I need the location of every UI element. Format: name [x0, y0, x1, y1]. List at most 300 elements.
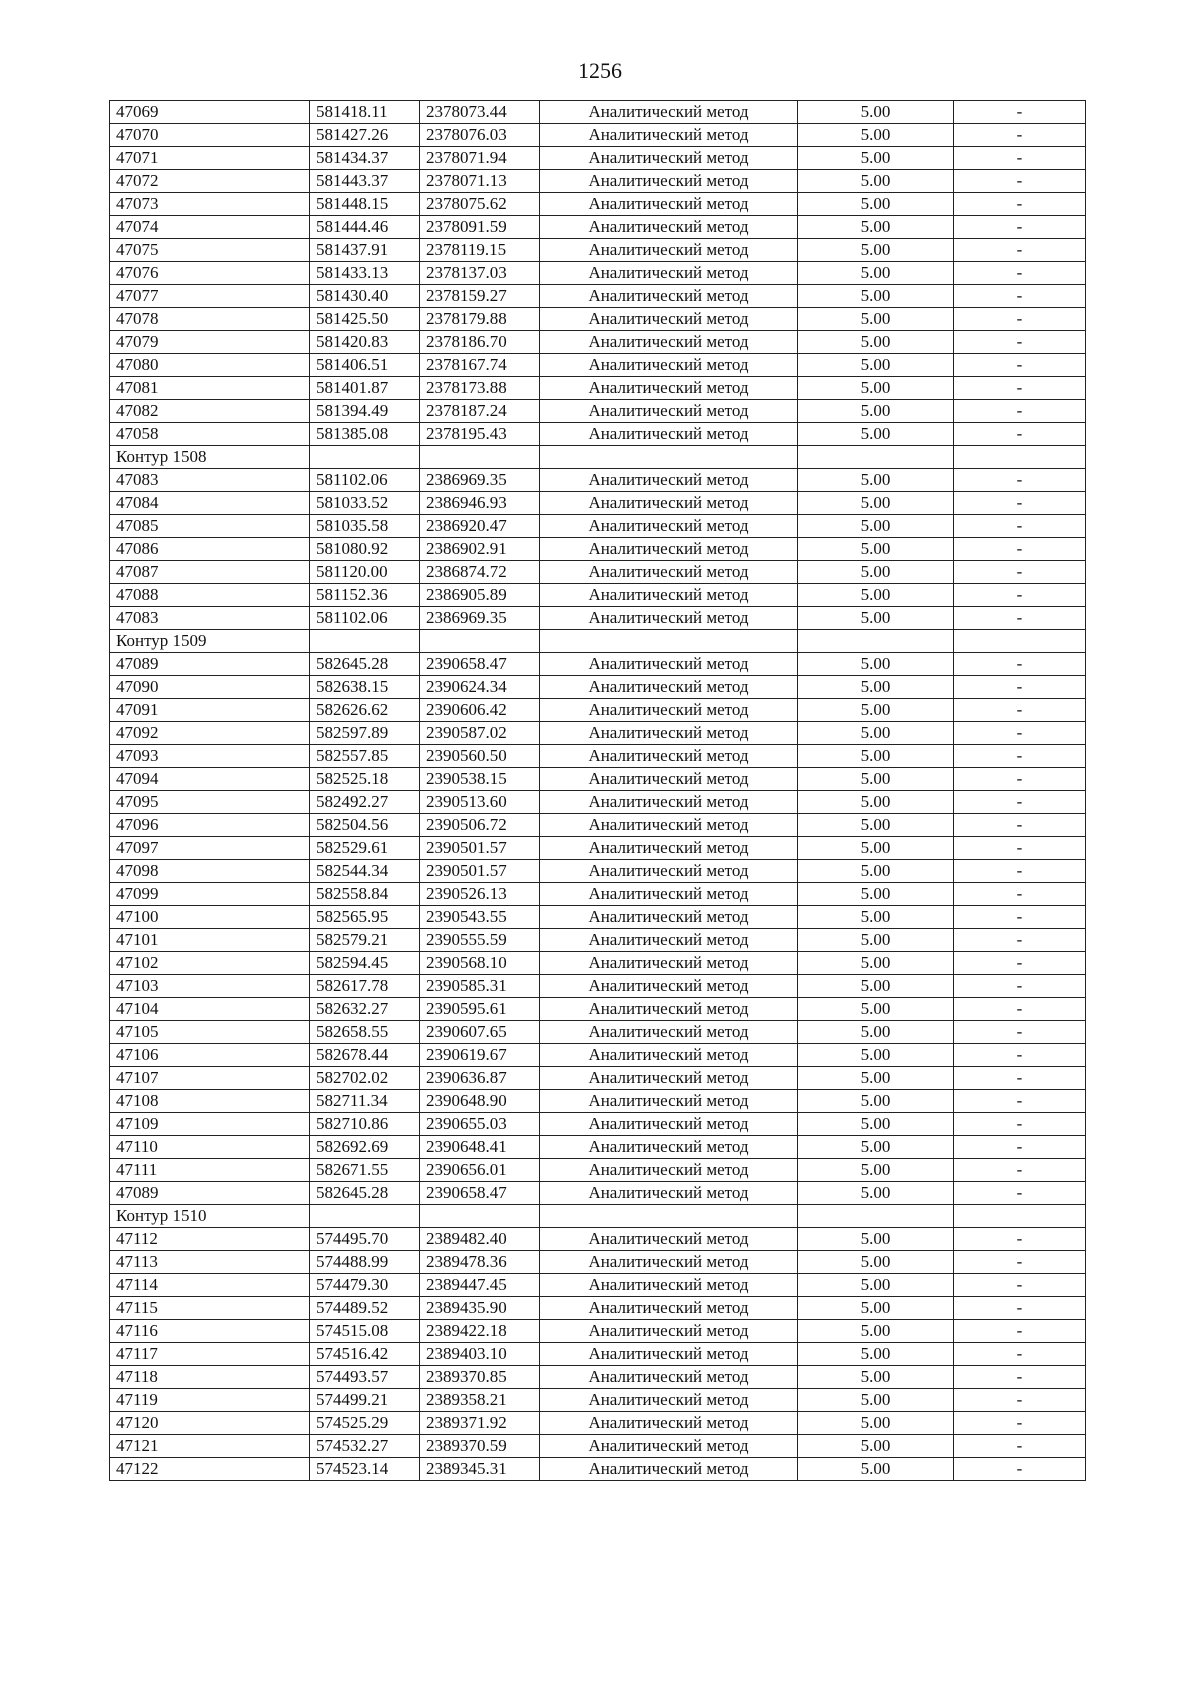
point-id-cell: 47069 — [110, 101, 310, 124]
accuracy-cell: 5.00 — [798, 239, 954, 262]
table-row — [110, 124, 1086, 147]
table-row — [110, 952, 1086, 975]
note-cell: - — [954, 1343, 1086, 1366]
y-coordinate-cell: 2390624.34 — [420, 676, 540, 699]
accuracy-cell: 5.00 — [798, 331, 954, 354]
accuracy-cell: 5.00 — [798, 515, 954, 538]
empty-cell — [798, 1205, 954, 1228]
method-cell: Аналитический метод — [540, 1366, 798, 1389]
empty-cell — [540, 1205, 798, 1228]
table-row — [110, 561, 1086, 584]
y-coordinate-cell: 2390607.65 — [420, 1021, 540, 1044]
empty-cell — [954, 630, 1086, 653]
y-coordinate-cell: 2378167.74 — [420, 354, 540, 377]
x-coordinate-cell: 582626.62 — [310, 699, 420, 722]
x-coordinate-cell: 581437.91 — [310, 239, 420, 262]
y-coordinate-cell: 2390606.42 — [420, 699, 540, 722]
empty-cell — [310, 1205, 420, 1228]
accuracy-cell: 5.00 — [798, 400, 954, 423]
point-id-cell: 47080 — [110, 354, 310, 377]
note-cell: - — [954, 538, 1086, 561]
note-cell: - — [954, 1435, 1086, 1458]
y-coordinate-cell: 2390543.55 — [420, 906, 540, 929]
table-row — [110, 285, 1086, 308]
accuracy-cell: 5.00 — [798, 423, 954, 446]
accuracy-cell: 5.00 — [798, 929, 954, 952]
x-coordinate-cell: 581035.58 — [310, 515, 420, 538]
method-cell: Аналитический метод — [540, 906, 798, 929]
y-coordinate-cell: 2389403.10 — [420, 1343, 540, 1366]
contour-header-row — [110, 1205, 1086, 1228]
x-coordinate-cell: 574525.29 — [310, 1412, 420, 1435]
y-coordinate-cell: 2378159.27 — [420, 285, 540, 308]
table-row — [110, 1090, 1086, 1113]
x-coordinate-cell: 581152.36 — [310, 584, 420, 607]
table-row — [110, 147, 1086, 170]
method-cell: Аналитический метод — [540, 1228, 798, 1251]
method-cell: Аналитический метод — [540, 469, 798, 492]
table-row — [110, 469, 1086, 492]
note-cell: - — [954, 377, 1086, 400]
note-cell: - — [954, 515, 1086, 538]
accuracy-cell: 5.00 — [798, 607, 954, 630]
note-cell: - — [954, 1274, 1086, 1297]
table-row — [110, 538, 1086, 561]
note-cell: - — [954, 860, 1086, 883]
empty-cell — [420, 1205, 540, 1228]
accuracy-cell: 5.00 — [798, 1113, 954, 1136]
y-coordinate-cell: 2386902.91 — [420, 538, 540, 561]
method-cell: Аналитический метод — [540, 860, 798, 883]
point-id-cell: 47089 — [110, 653, 310, 676]
accuracy-cell: 5.00 — [798, 1228, 954, 1251]
table-row — [110, 653, 1086, 676]
method-cell: Аналитический метод — [540, 1320, 798, 1343]
note-cell: - — [954, 998, 1086, 1021]
x-coordinate-cell: 582594.45 — [310, 952, 420, 975]
x-coordinate-cell: 581102.06 — [310, 607, 420, 630]
method-cell: Аналитический метод — [540, 262, 798, 285]
accuracy-cell: 5.00 — [798, 975, 954, 998]
note-cell: - — [954, 768, 1086, 791]
accuracy-cell: 5.00 — [798, 147, 954, 170]
x-coordinate-cell: 582558.84 — [310, 883, 420, 906]
accuracy-cell: 5.00 — [798, 814, 954, 837]
y-coordinate-cell: 2390506.72 — [420, 814, 540, 837]
coordinates-sheet — [109, 100, 1085, 1481]
y-coordinate-cell: 2386969.35 — [420, 607, 540, 630]
x-coordinate-cell: 582544.34 — [310, 860, 420, 883]
page-number: 1256 — [578, 58, 622, 83]
x-coordinate-cell: 581102.06 — [310, 469, 420, 492]
note-cell: - — [954, 1021, 1086, 1044]
point-id-cell: 47119 — [110, 1389, 310, 1412]
y-coordinate-cell: 2378071.13 — [420, 170, 540, 193]
x-coordinate-cell: 574488.99 — [310, 1251, 420, 1274]
y-coordinate-cell: 2390501.57 — [420, 860, 540, 883]
method-cell: Аналитический метод — [540, 998, 798, 1021]
table-row — [110, 676, 1086, 699]
y-coordinate-cell: 2389447.45 — [420, 1274, 540, 1297]
empty-cell — [310, 446, 420, 469]
method-cell: Аналитический метод — [540, 607, 798, 630]
accuracy-cell: 5.00 — [798, 906, 954, 929]
point-id-cell: 47114 — [110, 1274, 310, 1297]
x-coordinate-cell: 582579.21 — [310, 929, 420, 952]
table-row — [110, 1136, 1086, 1159]
table-row — [110, 331, 1086, 354]
note-cell: - — [954, 1113, 1086, 1136]
note-cell: - — [954, 1251, 1086, 1274]
x-coordinate-cell: 574493.57 — [310, 1366, 420, 1389]
accuracy-cell: 5.00 — [798, 768, 954, 791]
x-coordinate-cell: 581394.49 — [310, 400, 420, 423]
y-coordinate-cell: 2378187.24 — [420, 400, 540, 423]
point-id-cell: 47083 — [110, 607, 310, 630]
point-id-cell: 47074 — [110, 216, 310, 239]
y-coordinate-cell: 2386874.72 — [420, 561, 540, 584]
note-cell: - — [954, 101, 1086, 124]
point-id-cell: 47095 — [110, 791, 310, 814]
accuracy-cell: 5.00 — [798, 722, 954, 745]
note-cell: - — [954, 1159, 1086, 1182]
method-cell: Аналитический метод — [540, 1412, 798, 1435]
x-coordinate-cell: 582645.28 — [310, 1182, 420, 1205]
method-cell: Аналитический метод — [540, 170, 798, 193]
y-coordinate-cell: 2378195.43 — [420, 423, 540, 446]
accuracy-cell: 5.00 — [798, 469, 954, 492]
contour-label: Контур 1509 — [110, 630, 310, 653]
y-coordinate-cell: 2390538.15 — [420, 768, 540, 791]
accuracy-cell: 5.00 — [798, 492, 954, 515]
accuracy-cell: 5.00 — [798, 538, 954, 561]
method-cell: Аналитический метод — [540, 745, 798, 768]
point-id-cell: 47092 — [110, 722, 310, 745]
accuracy-cell: 5.00 — [798, 377, 954, 400]
note-cell: - — [954, 561, 1086, 584]
method-cell: Аналитический метод — [540, 124, 798, 147]
method-cell: Аналитический метод — [540, 584, 798, 607]
empty-cell — [310, 630, 420, 653]
accuracy-cell: 5.00 — [798, 998, 954, 1021]
table-row — [110, 515, 1086, 538]
method-cell: Аналитический метод — [540, 1297, 798, 1320]
note-cell: - — [954, 1366, 1086, 1389]
y-coordinate-cell: 2390619.67 — [420, 1044, 540, 1067]
accuracy-cell: 5.00 — [798, 1297, 954, 1320]
note-cell: - — [954, 745, 1086, 768]
accuracy-cell: 5.00 — [798, 676, 954, 699]
method-cell: Аналитический метод — [540, 239, 798, 262]
method-cell: Аналитический метод — [540, 676, 798, 699]
table-row — [110, 101, 1086, 124]
table-row — [110, 1067, 1086, 1090]
x-coordinate-cell: 574489.52 — [310, 1297, 420, 1320]
note-cell: - — [954, 883, 1086, 906]
note-cell: - — [954, 124, 1086, 147]
y-coordinate-cell: 2378071.94 — [420, 147, 540, 170]
method-cell: Аналитический метод — [540, 423, 798, 446]
point-id-cell: 47109 — [110, 1113, 310, 1136]
table-row — [110, 906, 1086, 929]
accuracy-cell: 5.00 — [798, 101, 954, 124]
empty-cell — [540, 630, 798, 653]
point-id-cell: 47071 — [110, 147, 310, 170]
x-coordinate-cell: 581420.83 — [310, 331, 420, 354]
point-id-cell: 47083 — [110, 469, 310, 492]
point-id-cell: 47105 — [110, 1021, 310, 1044]
accuracy-cell: 5.00 — [798, 285, 954, 308]
accuracy-cell: 5.00 — [798, 216, 954, 239]
x-coordinate-cell: 582692.69 — [310, 1136, 420, 1159]
method-cell: Аналитический метод — [540, 1343, 798, 1366]
x-coordinate-cell: 582711.34 — [310, 1090, 420, 1113]
y-coordinate-cell: 2390585.31 — [420, 975, 540, 998]
accuracy-cell: 5.00 — [798, 170, 954, 193]
note-cell: - — [954, 400, 1086, 423]
point-id-cell: 47084 — [110, 492, 310, 515]
table-row — [110, 239, 1086, 262]
method-cell: Аналитический метод — [540, 699, 798, 722]
y-coordinate-cell: 2390513.60 — [420, 791, 540, 814]
y-coordinate-cell: 2386946.93 — [420, 492, 540, 515]
note-cell: - — [954, 1228, 1086, 1251]
accuracy-cell: 5.00 — [798, 124, 954, 147]
note-cell: - — [954, 423, 1086, 446]
table-row — [110, 699, 1086, 722]
method-cell: Аналитический метод — [540, 101, 798, 124]
table-row — [110, 745, 1086, 768]
point-id-cell: 47100 — [110, 906, 310, 929]
method-cell: Аналитический метод — [540, 768, 798, 791]
accuracy-cell: 5.00 — [798, 1159, 954, 1182]
x-coordinate-cell: 574523.14 — [310, 1458, 420, 1481]
note-cell: - — [954, 584, 1086, 607]
point-id-cell: 47091 — [110, 699, 310, 722]
table-row — [110, 1274, 1086, 1297]
table-row — [110, 814, 1086, 837]
note-cell: - — [954, 469, 1086, 492]
y-coordinate-cell: 2390655.03 — [420, 1113, 540, 1136]
accuracy-cell: 5.00 — [798, 1136, 954, 1159]
note-cell: - — [954, 285, 1086, 308]
y-coordinate-cell: 2378073.44 — [420, 101, 540, 124]
point-id-cell: 47070 — [110, 124, 310, 147]
y-coordinate-cell: 2390526.13 — [420, 883, 540, 906]
y-coordinate-cell: 2389345.31 — [420, 1458, 540, 1481]
x-coordinate-cell: 581385.08 — [310, 423, 420, 446]
point-id-cell: 47094 — [110, 768, 310, 791]
note-cell: - — [954, 676, 1086, 699]
accuracy-cell: 5.00 — [798, 791, 954, 814]
accuracy-cell: 5.00 — [798, 1090, 954, 1113]
point-id-cell: 47086 — [110, 538, 310, 561]
accuracy-cell: 5.00 — [798, 561, 954, 584]
table-row — [110, 929, 1086, 952]
point-id-cell: 47076 — [110, 262, 310, 285]
method-cell: Аналитический метод — [540, 1458, 798, 1481]
note-cell: - — [954, 492, 1086, 515]
y-coordinate-cell: 2390648.41 — [420, 1136, 540, 1159]
accuracy-cell: 5.00 — [798, 584, 954, 607]
x-coordinate-cell: 581080.92 — [310, 538, 420, 561]
method-cell: Аналитический метод — [540, 377, 798, 400]
point-id-cell: 47116 — [110, 1320, 310, 1343]
method-cell: Аналитический метод — [540, 331, 798, 354]
y-coordinate-cell: 2378091.59 — [420, 216, 540, 239]
table-row — [110, 1021, 1086, 1044]
table-row — [110, 768, 1086, 791]
x-coordinate-cell: 574516.42 — [310, 1343, 420, 1366]
y-coordinate-cell: 2386969.35 — [420, 469, 540, 492]
y-coordinate-cell: 2389482.40 — [420, 1228, 540, 1251]
method-cell: Аналитический метод — [540, 1182, 798, 1205]
method-cell: Аналитический метод — [540, 1090, 798, 1113]
table-row — [110, 423, 1086, 446]
method-cell: Аналитический метод — [540, 837, 798, 860]
accuracy-cell: 5.00 — [798, 1366, 954, 1389]
x-coordinate-cell: 582529.61 — [310, 837, 420, 860]
point-id-cell: 47089 — [110, 1182, 310, 1205]
table-row — [110, 1343, 1086, 1366]
x-coordinate-cell: 581430.40 — [310, 285, 420, 308]
point-id-cell: 47090 — [110, 676, 310, 699]
method-cell: Аналитический метод — [540, 1021, 798, 1044]
accuracy-cell: 5.00 — [798, 1044, 954, 1067]
contour-label: Контур 1510 — [110, 1205, 310, 1228]
coordinates-table — [109, 100, 1086, 1481]
empty-cell — [420, 630, 540, 653]
table-row — [110, 1228, 1086, 1251]
note-cell: - — [954, 1320, 1086, 1343]
note-cell: - — [954, 722, 1086, 745]
x-coordinate-cell: 582710.86 — [310, 1113, 420, 1136]
table-row — [110, 584, 1086, 607]
point-id-cell: 47093 — [110, 745, 310, 768]
x-coordinate-cell: 582557.85 — [310, 745, 420, 768]
method-cell: Аналитический метод — [540, 1136, 798, 1159]
note-cell: - — [954, 216, 1086, 239]
note-cell: - — [954, 1067, 1086, 1090]
method-cell: Аналитический метод — [540, 1044, 798, 1067]
contour-header-row — [110, 446, 1086, 469]
table-row — [110, 1113, 1086, 1136]
table-row — [110, 883, 1086, 906]
x-coordinate-cell: 582492.27 — [310, 791, 420, 814]
table-row — [110, 1182, 1086, 1205]
x-coordinate-cell: 581033.52 — [310, 492, 420, 515]
method-cell: Аналитический метод — [540, 1159, 798, 1182]
empty-cell — [954, 1205, 1086, 1228]
note-cell: - — [954, 814, 1086, 837]
method-cell: Аналитический метод — [540, 814, 798, 837]
method-cell: Аналитический метод — [540, 515, 798, 538]
x-coordinate-cell: 581448.15 — [310, 193, 420, 216]
x-coordinate-cell: 582658.55 — [310, 1021, 420, 1044]
x-coordinate-cell: 582565.95 — [310, 906, 420, 929]
y-coordinate-cell: 2390568.10 — [420, 952, 540, 975]
note-cell: - — [954, 193, 1086, 216]
point-id-cell: 47118 — [110, 1366, 310, 1389]
point-id-cell: 47104 — [110, 998, 310, 1021]
table-row — [110, 1412, 1086, 1435]
table-row — [110, 377, 1086, 400]
table-row — [110, 308, 1086, 331]
y-coordinate-cell: 2378137.03 — [420, 262, 540, 285]
note-cell: - — [954, 170, 1086, 193]
x-coordinate-cell: 581433.13 — [310, 262, 420, 285]
empty-cell — [798, 630, 954, 653]
note-cell: - — [954, 354, 1086, 377]
method-cell: Аналитический метод — [540, 561, 798, 584]
point-id-cell: 47103 — [110, 975, 310, 998]
y-coordinate-cell: 2390501.57 — [420, 837, 540, 860]
table-row — [110, 791, 1086, 814]
note-cell: - — [954, 653, 1086, 676]
point-id-cell: 47098 — [110, 860, 310, 883]
point-id-cell: 47085 — [110, 515, 310, 538]
point-id-cell: 47087 — [110, 561, 310, 584]
accuracy-cell: 5.00 — [798, 1412, 954, 1435]
point-id-cell: 47073 — [110, 193, 310, 216]
accuracy-cell: 5.00 — [798, 745, 954, 768]
note-cell: - — [954, 929, 1086, 952]
point-id-cell: 47082 — [110, 400, 310, 423]
method-cell: Аналитический метод — [540, 193, 798, 216]
point-id-cell: 47102 — [110, 952, 310, 975]
table-row — [110, 1044, 1086, 1067]
table-row — [110, 860, 1086, 883]
y-coordinate-cell: 2378186.70 — [420, 331, 540, 354]
method-cell: Аналитический метод — [540, 975, 798, 998]
accuracy-cell: 5.00 — [798, 308, 954, 331]
table-row — [110, 1320, 1086, 1343]
method-cell: Аналитический метод — [540, 354, 798, 377]
point-id-cell: 47120 — [110, 1412, 310, 1435]
point-id-cell: 47113 — [110, 1251, 310, 1274]
table-row — [110, 1366, 1086, 1389]
y-coordinate-cell: 2389422.18 — [420, 1320, 540, 1343]
table-row — [110, 1251, 1086, 1274]
x-coordinate-cell: 581418.11 — [310, 101, 420, 124]
y-coordinate-cell: 2378179.88 — [420, 308, 540, 331]
accuracy-cell: 5.00 — [798, 837, 954, 860]
point-id-cell: 47075 — [110, 239, 310, 262]
accuracy-cell: 5.00 — [798, 860, 954, 883]
y-coordinate-cell: 2378075.62 — [420, 193, 540, 216]
table-row — [110, 837, 1086, 860]
table-row — [110, 1297, 1086, 1320]
table-row — [110, 1435, 1086, 1458]
method-cell: Аналитический метод — [540, 929, 798, 952]
accuracy-cell: 5.00 — [798, 1389, 954, 1412]
empty-cell — [798, 446, 954, 469]
x-coordinate-cell: 574499.21 — [310, 1389, 420, 1412]
x-coordinate-cell: 581444.46 — [310, 216, 420, 239]
x-coordinate-cell: 582638.15 — [310, 676, 420, 699]
y-coordinate-cell: 2390658.47 — [420, 1182, 540, 1205]
table-row — [110, 216, 1086, 239]
table-row — [110, 998, 1086, 1021]
note-cell: - — [954, 1182, 1086, 1205]
accuracy-cell: 5.00 — [798, 952, 954, 975]
point-id-cell: 47099 — [110, 883, 310, 906]
note-cell: - — [954, 1044, 1086, 1067]
note-cell: - — [954, 147, 1086, 170]
x-coordinate-cell: 581434.37 — [310, 147, 420, 170]
point-id-cell: 47117 — [110, 1343, 310, 1366]
note-cell: - — [954, 791, 1086, 814]
